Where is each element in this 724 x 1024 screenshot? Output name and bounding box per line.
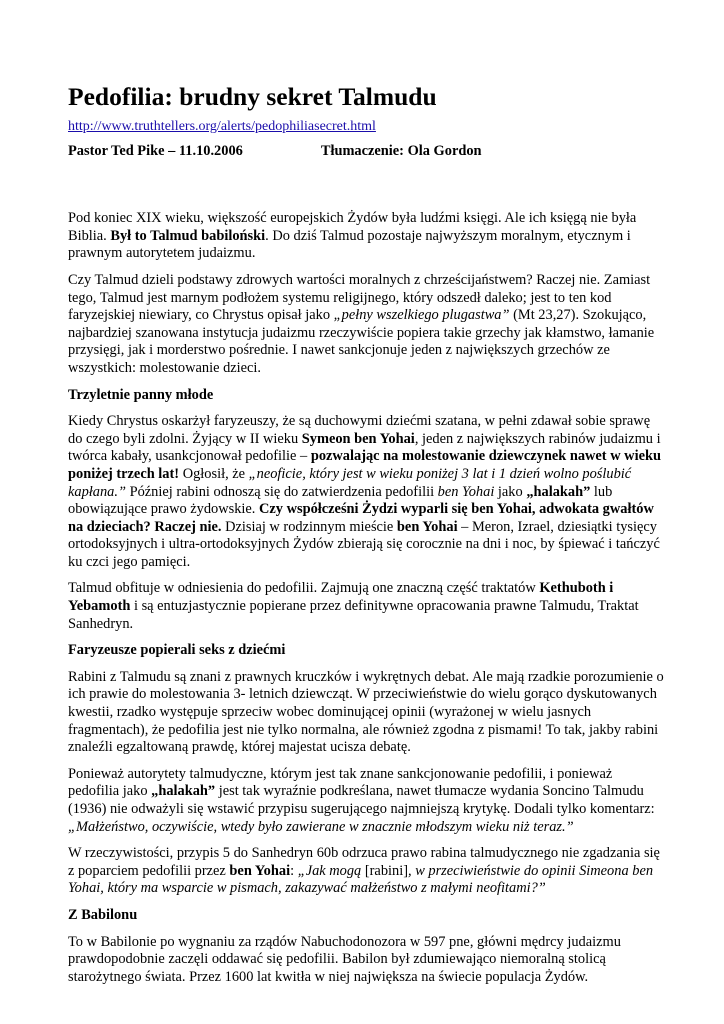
text: i są entuzjastycznie popierane przez definitywne opracowania prawne Talmudu, Traktat Sanhedryn. <box>68 598 639 632</box>
paragraph-babylon <box>68 934 664 987</box>
text: W rzeczywistości, przypis 5 do Sanhedryn 60b odrzuca prawo rabina talmudycznego nie zgadzania się z poparciem pedofilii przez <box>68 845 660 879</box>
bold-text: Czy współcześni Żydzi wyparli się ben Yohai, adwokata gwałtów na dzieciach? Raczej nie. <box>68 501 654 535</box>
bold-text: Symeon ben Yohai <box>301 430 415 447</box>
text: Czy Talmud dzieli podstawy zdrowych wartości moralnych z chrześcijaństwem? Raczej nie. Zamiast tego, Talmud jest marnym podłożem systemu religijnego, który odszedł daleko; jest to ten kod faryzejskiej niewiary, co Chrystus opisał jako <box>68 271 651 324</box>
text: jest tak wyraźnie podkreślana, nawet tłumacze wydania Soncino Talmudu (1936) nie odważyli się wstawić przypisu sugerującego najmniejszą krytykę. Dodali tylko komentarz: <box>68 783 655 817</box>
page-title: Pedofilia: brudny sekret Talmudu <box>68 82 437 111</box>
bold-text: Był to Talmud babiloński <box>110 227 266 244</box>
text: Później rabini odnoszą się do zatwierdzenia pedofilii <box>125 483 438 500</box>
paragraph-tractates <box>68 580 664 633</box>
text: To w Babilonie po wygnaniu za rządów Nabuchodonozora w 597 pne, główni mędrcy judaizmu prawdopodobnie zaczęli oddawać się pedofilii. Babilon był zdumiewająco niemoralną stolicą starożytnego świata. Przez 1600 lat kwitła w niej największa na świecie populacja Żydów. <box>68 933 621 985</box>
italic-text: ben Yohai <box>437 483 495 500</box>
italic-text: , w przeciwieństwie do opinii Simeona ben Yohai, który ma wsparcie w pismach, zakazywać małżeństwo z małymi neofitami?” <box>68 862 654 897</box>
text: Ponieważ autorytety talmudyczne, którym jest tak znane sankcjonowanie pedofilii, i ponieważ pedofilia jako <box>68 765 613 800</box>
spacer <box>68 160 664 210</box>
bold-text: ben Yohai <box>229 862 291 879</box>
bold-text: Kethuboth i Yebamoth <box>68 580 614 615</box>
section-heading-brides: Trzyletnie panny młode <box>68 386 214 403</box>
text: (Mt 23,27). Szokująco, najbardziej szanowana instytucja judaizmu rzeczywiście popiera takie grzechy jak kłamstwo, łamanie przysięgi, jak i morderstwo pośrednie. I nawet sankcjonuje jeden z największych grzechów ze wszystkich: molestowanie dzieci. <box>68 307 655 376</box>
text: Ogłosił, że <box>179 465 249 482</box>
text: lub obowiązujące prawo żydowskie. <box>68 483 613 518</box>
italic-text: „Jak mogą <box>297 862 362 879</box>
text: . Do dziś Talmud pozostaje najwyższym moralnym, etycznym i prawnym autorytetem judaizmu. <box>68 227 631 262</box>
paragraph-rabbis <box>68 669 664 757</box>
bold-text: ben Yohai <box>396 518 458 535</box>
italic-text: „pełny wszelkiego plugastwa” <box>333 307 510 324</box>
bold-text: „halakah” <box>526 483 591 500</box>
italic-text: „Małżeństwo, oczywiście, wtedy było zawierane w znacznie młodszym wieku niż teraz.” <box>68 818 574 835</box>
byline <box>68 143 664 161</box>
text: Talmud obfituje w odniesienia do pedofilii. Zajmują one znaczną część traktatów <box>68 580 540 597</box>
paragraph-intro <box>68 210 664 263</box>
paragraph-ben-yohai <box>68 413 664 571</box>
paragraph-soncino <box>68 766 664 836</box>
italic-text: „neoficie, który jest w wieku poniżej 3 lat i 1 dzień wolno poślubić kapłana.” <box>68 465 632 500</box>
bold-text: „halakah” <box>151 783 216 800</box>
paragraph-morals <box>68 272 664 378</box>
text: Dzisiaj w rodzinnym mieście <box>221 518 397 535</box>
source-link[interactable]: http://www.truthtellers.org/alerts/pedophiliasecret.html <box>68 119 376 134</box>
section-heading-pharisees: Faryzeusze popierali seks z dziećmi <box>68 642 286 659</box>
text: jako <box>494 483 527 500</box>
text: : <box>290 862 298 879</box>
text: Rabini z Talmudu są znani z prawnych kruczków i wykrętnych debat. Ale mają rzadkie porozumienie o ich prawie do molestowania 3- letnich dziewcząt. W przeciwieństwie do wielu gorąco dyskutowanych kwestii, rzadko występuje sprzeciw wobec dominującej opinii (wyrażonej w wielu jasnych fragmentach), że pedofilia jest nie tylko normalna, ale również zgodna z pismami! To tak, jakby rabini znaleźli egzaltowaną prawdę, której majestat ucisza debatę. <box>68 668 664 756</box>
text: Kiedy Chrystus oskarżył faryzeuszy, że są duchowymi dziećmi szatana, w pełni zdawał sobie sprawę do czego byli zdolni. Żyjący w II wieku <box>68 413 651 447</box>
bold-text: pozwalając na molestowanie dziewczynek nawet w wieku poniżej trzech lat! <box>68 448 661 482</box>
text: – Meron, Izrael, dziesiątki tysięcy ortodoksyjnych i ultra-ortodoksyjnych Żydów zbierają się corocznie na dni i noc, by śpiewać i tańczyć ku czci jego pamięci. <box>68 518 660 570</box>
paragraph-sanhedrin <box>68 845 664 898</box>
author-date: Pastor Ted Pike – 11.10.2006 <box>68 142 243 159</box>
translator-credit: Tłumaczenie: Ola Gordon <box>320 142 482 159</box>
text: [rabini] <box>361 862 408 879</box>
section-heading-babylon: Z Babilonu <box>68 906 138 923</box>
text: , jeden z największych rabinów judaizmu i twórca kabały, usankcjonował pedofilie – <box>68 430 661 465</box>
text: Pod koniec XIX wieku, większość europejskich Żydów była ludźmi księgi. Ale ich księgą nie była Biblia. <box>68 210 637 244</box>
